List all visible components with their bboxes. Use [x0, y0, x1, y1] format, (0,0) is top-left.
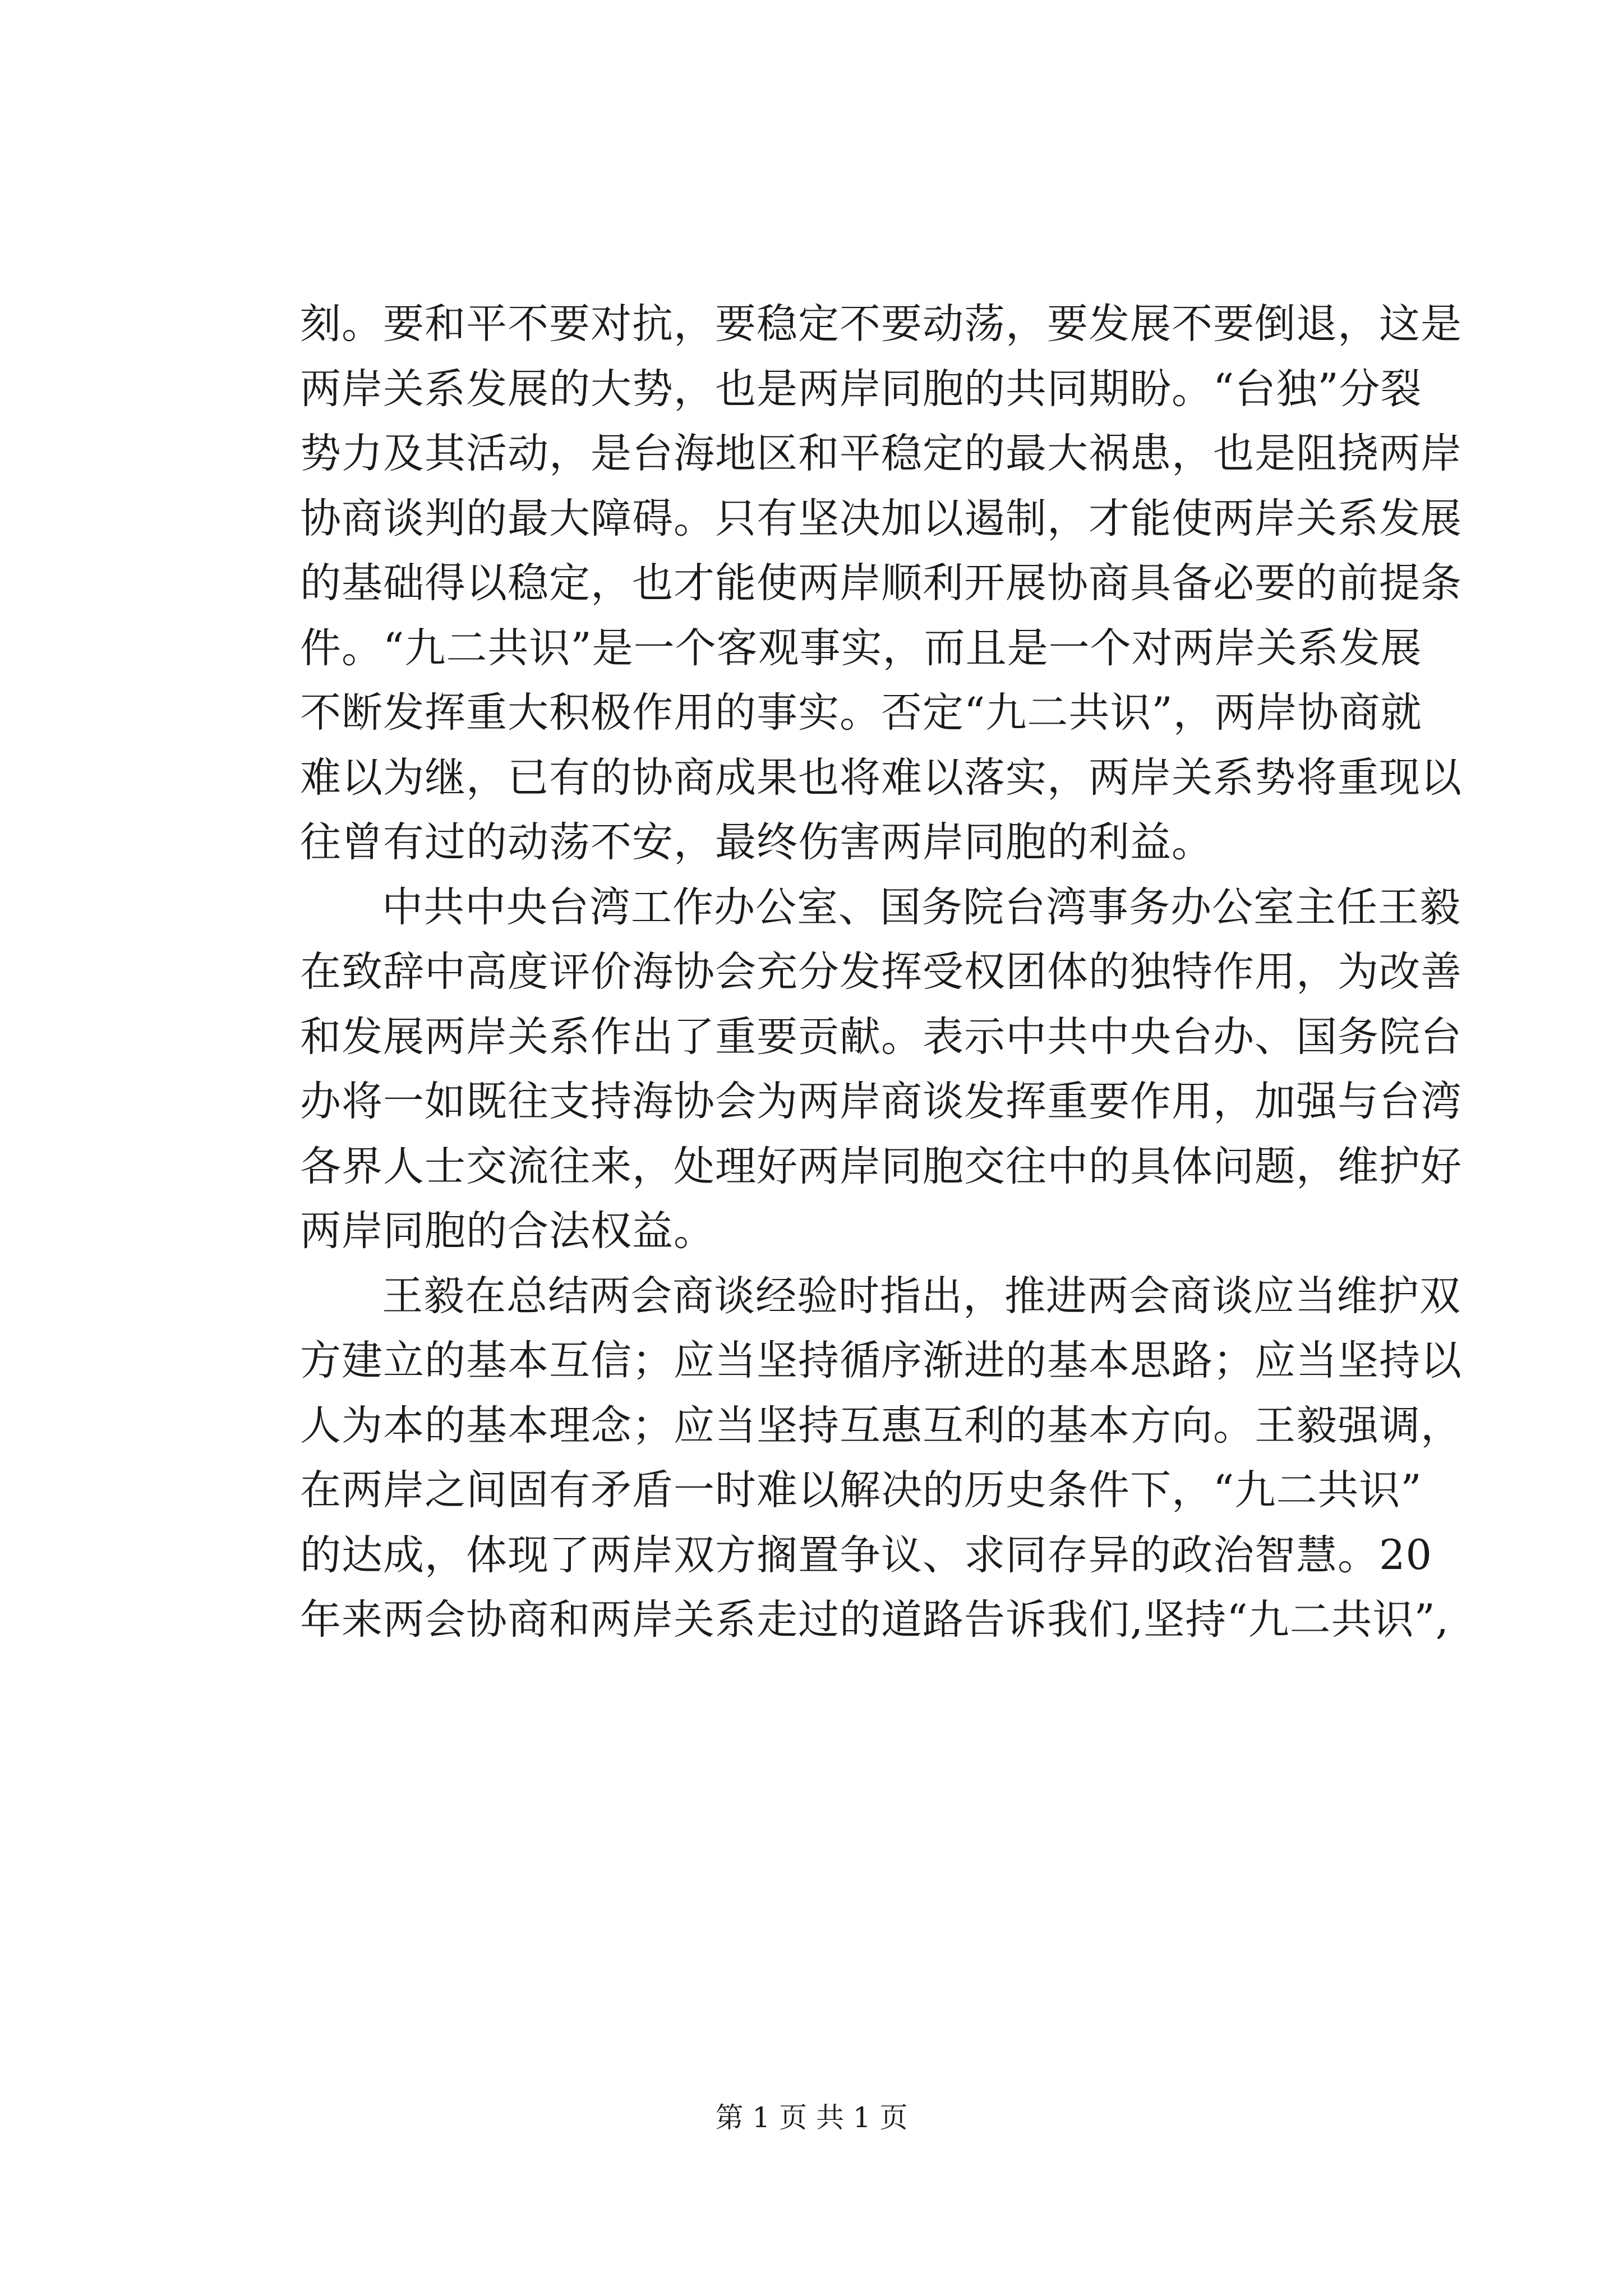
text-line: 的基础得以稳定，也才能使两岸顺利开展协商具备必要的前提条 [300, 559, 1462, 607]
body-text [300, 292, 1462, 1653]
page-footer [0, 2101, 1623, 2134]
text-line: 协商谈判的最大障碍。只有坚决加以遏制，才能使两岸关系发展 [300, 494, 1462, 542]
page-number-label: 第 1 页 共 1 页 [715, 2101, 908, 2134]
text-line: 难以为继，已有的协商成果也将难以落实，两岸关系势将重现以 [300, 753, 1462, 802]
text-line: 不断发挥重大积极作用的事实。否定“九二共识”，两岸协商就 [300, 689, 1422, 737]
text-line: 各界人士交流往来，处理好两岸同胞交往中的具体问题，维护好 [300, 1142, 1462, 1190]
text-line: 办将一如既往支持海协会为两岸商谈发挥重要作用，加强与台湾 [300, 1078, 1462, 1125]
text-line: 在两岸之间固有矛盾一时难以解决的历史条件下，“九二共识” [300, 1466, 1422, 1514]
text-line: 势力及其活动，是台海地区和平稳定的最大祸患，也是阻挠两岸 [300, 430, 1462, 477]
text-line: 人为本的基本理念；应当坚持互惠互利的基本方向。王毅强调， [300, 1401, 1462, 1450]
text-line: 中共中央台湾工作办公室、国务院台湾事务办公室主任王毅 [382, 883, 1461, 931]
text-line: 年来两会协商和两岸关系走过的道路告诉我们,坚持“九二共识”, [300, 1596, 1450, 1644]
text-line: 件。“九二共识”是一个客观事实，而且是一个对两岸关系发展 [300, 624, 1422, 672]
text-line: 在致辞中高度评价海协会充分发挥受权团体的独特作用，为改善 [300, 948, 1462, 996]
text-line: 方建立的基本互信；应当坚持循序渐进的基本思路；应当坚持以 [300, 1337, 1462, 1384]
text-line: 两岸同胞的合法权益。 [300, 1207, 715, 1255]
text-line: 的达成，体现了两岸双方搁置争议、求同存异的政治智慧。20 [300, 1531, 1432, 1579]
text-line: 往曾有过的动荡不安，最终伤害两岸同胞的利益。 [300, 818, 1213, 866]
text-line: 两岸关系发展的大势，也是两岸同胞的共同期盼。“台独”分裂 [300, 365, 1422, 413]
text-line: 刻。要和平不要对抗，要稳定不要动荡，要发展不要倒退，这是 [300, 300, 1462, 348]
text-line: 王毅在总结两会商谈经验时指出，推进两会商谈应当维护双 [382, 1272, 1461, 1320]
text-line: 和发展两岸关系作出了重要贡献。表示中共中央台办、国务院台 [300, 1013, 1462, 1061]
